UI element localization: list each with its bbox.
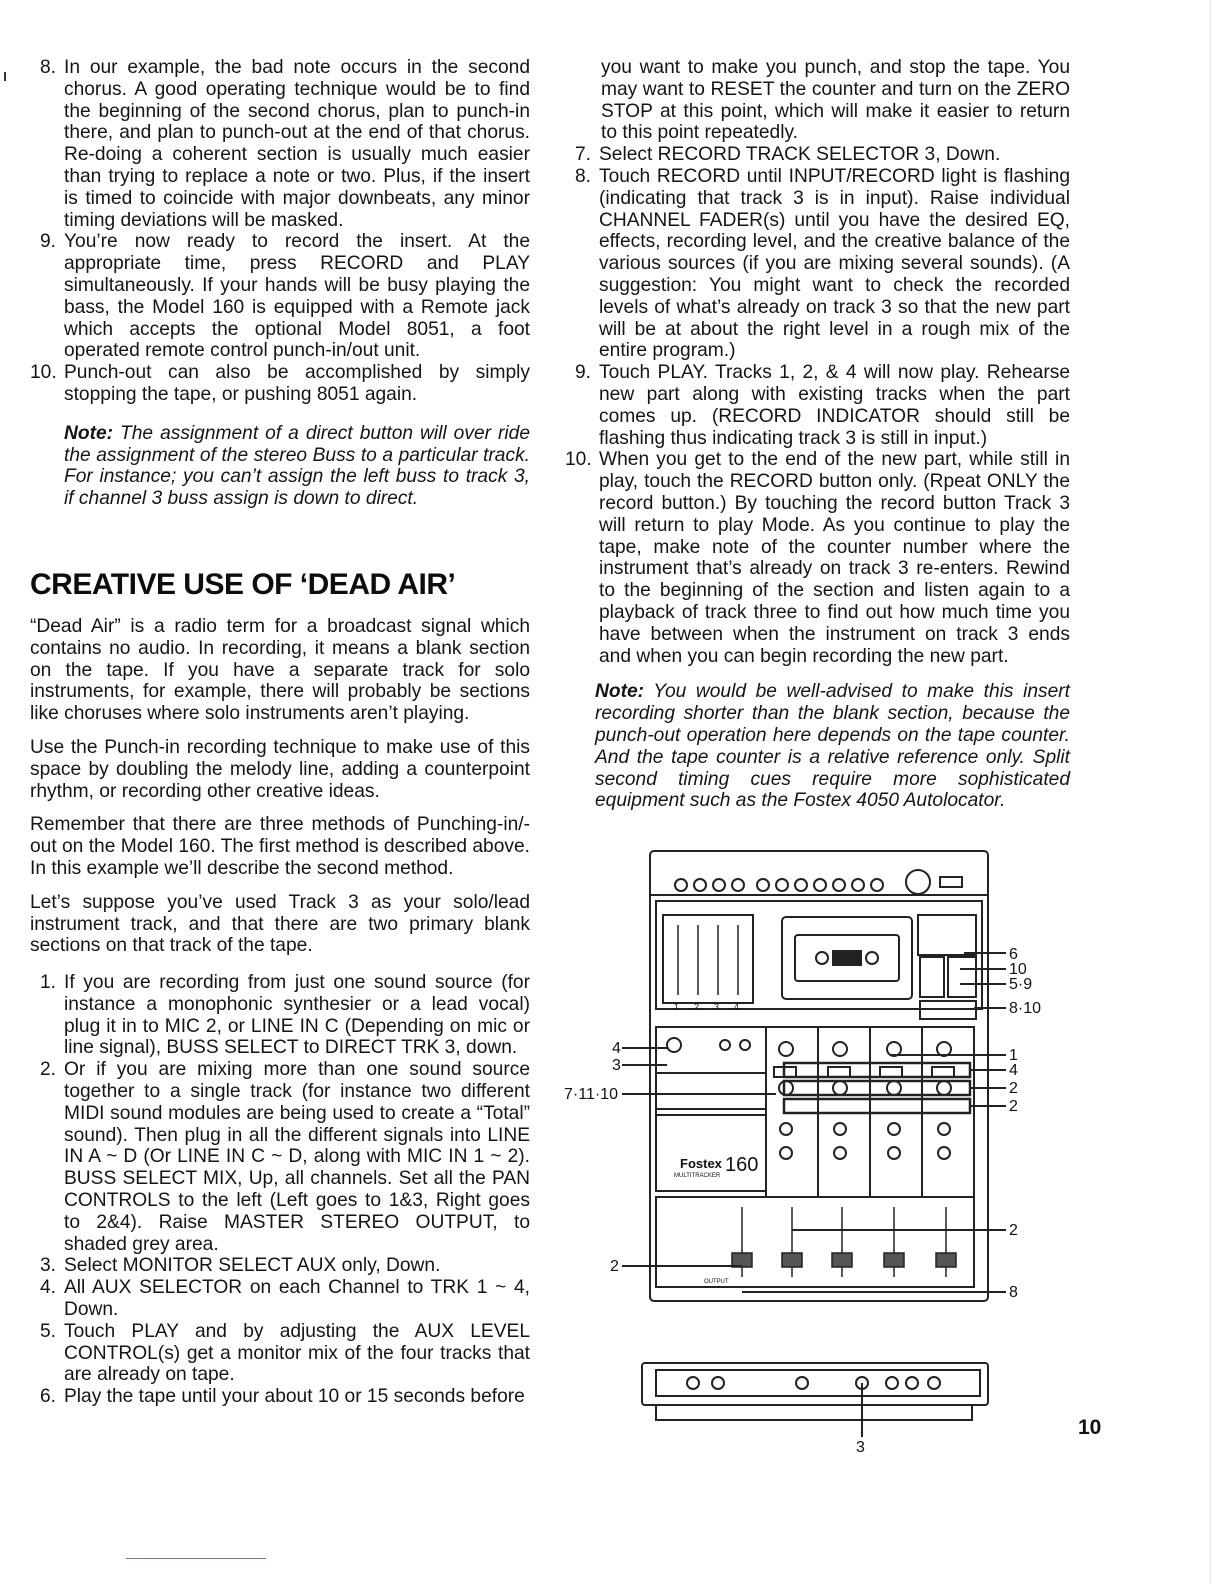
paragraph: Remember that there are three methods of Punching-in/-out on the Model 160. The first method is described above. In this example we’ll describe the second method. <box>30 814 530 879</box>
callout-label: 2 <box>1009 1080 1018 1097</box>
list-item <box>30 1386 530 1408</box>
counter <box>918 915 976 955</box>
multitracker-diagram <box>560 845 1060 1455</box>
note-label: Note: <box>595 681 645 703</box>
brand-logo: Fostex <box>680 1156 722 1171</box>
scan-mark <box>4 72 6 81</box>
note-label: Note: <box>64 422 114 444</box>
list-item <box>565 449 1070 667</box>
list-item <box>30 1277 530 1321</box>
list-item <box>30 231 530 362</box>
steps-list <box>30 972 530 1408</box>
item-number: 10. <box>30 362 57 384</box>
item-number: 8. <box>39 57 56 78</box>
brand-panel <box>656 1115 766 1191</box>
note-text: The assignment of a direct button will over ride the assignment of the stereo Buss to a particular track. For instance; you can’t assign the left buss to track 3, if channel 3 buss assign is down to direct. <box>64 422 530 510</box>
item-number: 9. <box>574 362 591 384</box>
callout-label: 6 <box>1009 946 1018 963</box>
list-item <box>30 57 530 231</box>
item-number: 9. <box>39 231 56 253</box>
faders <box>732 1207 956 1277</box>
item-text: In our example, the bad note occurs in the second chorus. A good operating technique would be to find the beginning of the second chorus, plan to punch-in there, and plan to punch-out at the end of that chorus. Re-doing a coherent section is usually much easier than trying to replace a note or two. Plus, if the insert is timed to coincide with major downbeats, any minor timing deviations will be masked. <box>64 57 530 231</box>
callout-label: 4 <box>612 1040 621 1057</box>
callout-label: 7·11·10 <box>564 1086 618 1103</box>
meter-label: 4 <box>734 1002 740 1012</box>
jack-row <box>675 870 962 894</box>
item-text: Select MONITOR SELECT AUX only, Down. <box>64 1255 441 1277</box>
output-label: OUTPUT <box>704 1279 729 1285</box>
item-number: 2. <box>39 1059 56 1081</box>
item-text: Touch PLAY and by adjusting the AUX LEVEL CONTROL(s) get a monitor mix of the four tracks that are already on tape. <box>64 1320 530 1386</box>
list-item <box>565 362 1070 449</box>
note-text: You would be well-advised to make this insert recording shorter than the blank section, because the punch-out operation here depends on the tape counter. And the tape counter is a relative reference only. Split second timing cues require more sophisticated equipment such as the Fostex 4050 Autolocator. <box>595 681 1070 812</box>
item-text: Touch PLAY. Tracks 1, 2, & 4 will now play. Rehearse new part along with existing tracks when the part comes up. (RECORD INDICATOR should still be flashing thus indicating track 3 is still in input.) <box>599 362 1070 449</box>
list-item <box>30 1059 530 1255</box>
item-number: 6. <box>39 1386 56 1408</box>
callout-label: 8·10 <box>1009 1000 1042 1017</box>
item-text: Touch RECORD until INPUT/RECORD light is flashing (indicating that track 3 is in input). Raise individual CHANNEL FADER(s) until you have the desired EQ, effects, recording level, and the creative balance of the various sources (if you are mixing several sounds). (A suggestion: You might want to check the recorded levels of what’s already on track 3 so that the new part will be at about the right level in a rough mix of the entire program.) <box>599 165 1070 362</box>
page-edge <box>1210 0 1211 1584</box>
item-number: 8. <box>574 165 591 187</box>
item-number: 7. <box>574 144 591 166</box>
right-column <box>565 57 1070 812</box>
item-text: You’re now ready to record the insert. At the appropriate time, press RECORD and PLAY simultaneously. If your hands will be busy playing the bass, the Model 160 is equipped with a Remote jack which accepts the optional Model 8051, a foot operated remote control punch-in/out unit. <box>64 231 530 362</box>
callout-label: 8 <box>1009 1284 1018 1301</box>
meter-label: 3 <box>714 1002 720 1012</box>
item-text: If you are recording from just one sound source (for instance a monophonic synthesier or a lead vocal) plug it in to MIC 2, or LINE IN C (Depending on mic or line signal), BUSS SELECT to DIRECT TRK 3, down. <box>64 972 530 1059</box>
footer-rule <box>126 1558 266 1559</box>
section-heading: CREATIVE USE OF ‘DEAD AIR’ <box>30 567 456 601</box>
item-text: Or if you are mixing more than one sound source together to a single track (for instance two different MIDI sound modules are being used to create a “Total” sound). Then plug in all the different signals into LINE IN A ~ D (Or LINE IN C ~ D, along with MIC IN 1 ~ 2). BUSS SELECT MIX, Up, all channels. Set all the PAN CONTROLS to the left (Left goes to 1&3, Right goes to 2&4). Raise MASTER STEREO OUTPUT, to shaded grey area. <box>64 1059 530 1255</box>
item-number: 10. <box>565 449 592 471</box>
list-item <box>565 166 1070 362</box>
callout-label: 4 <box>1009 1062 1018 1079</box>
fader-section <box>656 1197 974 1287</box>
callout-label: 10 <box>1009 961 1027 978</box>
paragraph: Let’s suppose you’ve used Track 3 as your solo/lead instrument track, and that there are two primary blank sections on that track of the tape. <box>30 891 530 957</box>
monitor-section <box>656 1027 766 1115</box>
page-number: 10 <box>1078 1416 1102 1439</box>
note-direct-button <box>64 423 530 510</box>
level-meters <box>663 915 753 1003</box>
list-item <box>30 1321 530 1386</box>
note-insert-recording <box>595 681 1070 812</box>
list-item <box>30 362 530 406</box>
list-item <box>30 972 530 1059</box>
item-number: 5. <box>39 1320 56 1342</box>
callout-label: 2 <box>1009 1222 1018 1239</box>
callout-label: 3 <box>856 1439 865 1455</box>
callout-label: 5·9 <box>1009 976 1033 993</box>
meter-label: 1 <box>674 1002 680 1012</box>
list-item <box>565 144 1070 166</box>
pitch-knob <box>906 870 930 894</box>
left-column <box>30 57 530 1408</box>
item-number: 1. <box>39 972 56 994</box>
callout-lines <box>622 953 1006 1437</box>
callout-label: 3 <box>612 1057 621 1074</box>
item-text: Select RECORD TRACK SELECTOR 3, Down. <box>599 144 1001 166</box>
callout-label: 2 <box>610 1258 619 1275</box>
continued-text: you want to make you punch, and stop the tape. You may want to RESET the counter and turn on the ZERO STOP at this point, which will make it easier to return to this point repeatedly. <box>601 57 1070 144</box>
callout-label: 2 <box>1009 1098 1018 1115</box>
item-text: Punch-out can also be accomplished by simply stopping the tape, or pushing 8051 again. <box>64 362 530 405</box>
item-text: All AUX SELECTOR on each Channel to TRK 1 ~ 4, Down. <box>64 1277 530 1321</box>
front-jacks <box>687 1377 940 1389</box>
item-number: 4. <box>39 1277 56 1299</box>
callout-label: 1 <box>1009 1047 1018 1064</box>
meter-label: 2 <box>694 1002 700 1012</box>
paragraph: Use the Punch-in recording technique to make use of this space by doubling the melody line, adding a counterpoint rhythm, or recording other creative ideas. <box>30 736 530 802</box>
list-item <box>30 1255 530 1277</box>
item-text: Play the tape until your about 10 or 15 seconds before <box>64 1386 525 1408</box>
item-text: When you get to the end of the new part, while still in play, touch the RECORD button only. (Rpeat ONLY the record button.) By touching the record button Track 3 will return to play Mode. As you continue to play the tape, make note of the counter number where the instrument that’s already on track 3 re-enters. Rewind to the beginning of the section and listen again to a playback of track three to find out how much time you have between when the instrument on track 3 ends and when you can begin recording the new part. <box>599 449 1070 667</box>
model-subtitle: MULTITRACKER <box>674 1173 721 1179</box>
model-number: 160 <box>725 1154 759 1176</box>
item-number: 3. <box>39 1255 56 1277</box>
paragraph: “Dead Air” is a radio term for a broadcast signal which contains no audio. In recording, it means a blank section on the tape. If you have a separate track for solo instruments, for example, there will probably be sections like choruses where solo instruments aren’t playing. <box>30 615 530 725</box>
